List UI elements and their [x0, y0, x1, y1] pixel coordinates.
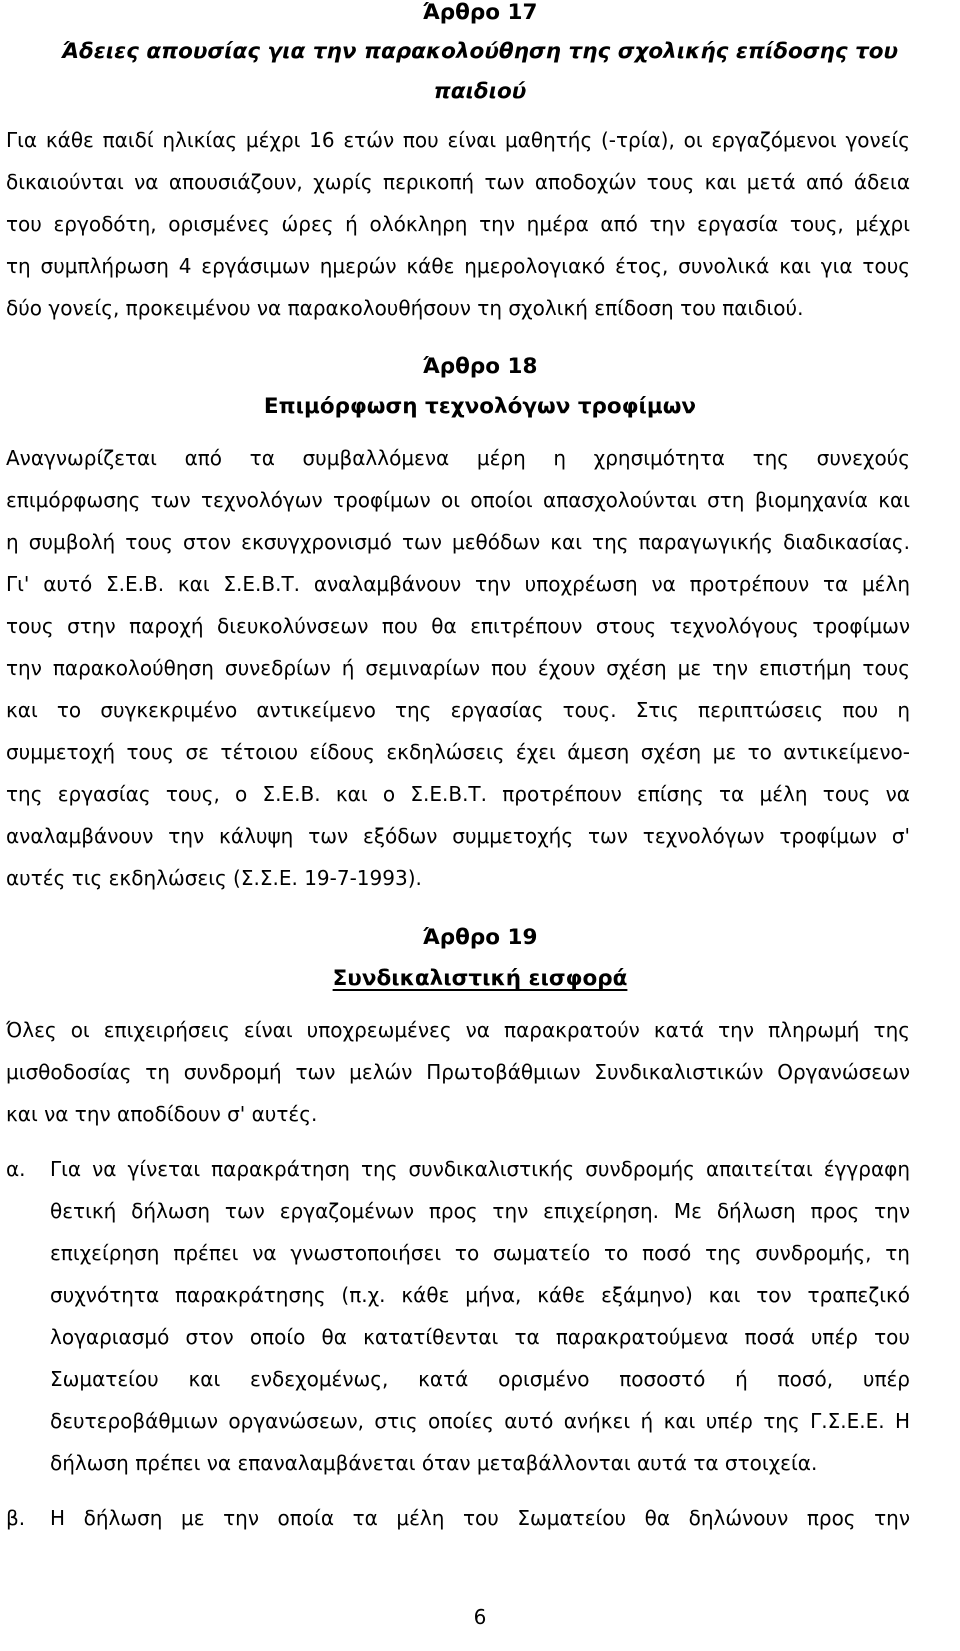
article-19-text-line: και να την αποδίδουν σ' αυτές.	[6, 1102, 318, 1126]
article-19-subtitle: Συνδικαλιστική εισφορά	[332, 966, 628, 991]
list-item-line: δήλωση πρέπει να επαναλαμβάνεται όταν μεταβάλλονται αυτά τα στοιχεία.	[50, 1451, 818, 1475]
list-item-marker: α.	[6, 1157, 26, 1181]
article-18-text-line: αυτές τις εκδηλώσεις (Σ.Σ.Ε. 19-7-1993).	[6, 866, 422, 890]
list-item-line: Σωματείου και ενδεχομένως, κατά ορισμένο ποσοστό ή ποσό, υπέρ	[50, 1367, 910, 1391]
article-17-text-line: Για κάθε παιδί ηλικίας μέχρι 16 ετών που είναι μαθητής (-τρία), οι εργαζόμενοι γονείς	[6, 128, 910, 152]
article-17-text-line: δύο γονείς, προκειμένου να παρακολουθήσουν τη σχολική επίδοση του παιδιού.	[6, 296, 804, 320]
article-18-text-line: Γι' αυτό Σ.Ε.Β. και Σ.Ε.Β.Τ. αναλαμβάνουν την υποχρέωση να προτρέπουν τα μέλη	[6, 572, 910, 596]
article-19-text-line: Όλες οι επιχειρήσεις είναι υποχρεωμένες να παρακρατούν κατά την πληρωμή της	[6, 1018, 910, 1042]
list-item-line: επιχείρηση πρέπει να γνωστοποιήσει το σωματείο το ποσό της συνδρομής, τη	[50, 1241, 910, 1265]
list-item-line: Για να γίνεται παρακράτηση της συνδικαλιστικής συνδρομής απαιτείται έγγραφη	[50, 1157, 910, 1181]
article-18-subtitle: Επιμόρφωση τεχνολόγων τροφίμων	[263, 394, 697, 419]
article-17-text-line: τη συμπλήρωση 4 εργάσιμων ημερών κάθε ημερολογιακό έτος, συνολικά και για τους	[6, 254, 910, 278]
article-18-text-line: Αναγνωρίζεται από τα συμβαλλόμενα μέρη η χρησιμότητα της συνεχούς	[6, 446, 910, 470]
article-18-text-line: τους στην παροχή διευκολύνσεων που θα επιτρέπουν στους τεχνολόγους τροφίμων	[6, 614, 910, 638]
list-item-marker: β.	[6, 1506, 26, 1530]
article-18-text-line: συμμετοχή τους σε τέτοιου είδους εκδηλώσεις έχει άμεση σχέση με το αντικείμενο-	[6, 740, 910, 764]
article-17-text-line: του εργοδότη, ορισμένες ώρες ή ολόκληρη την ημέρα από την εργασία τους, μέχρι	[6, 212, 910, 236]
article-19-text-line: μισθοδοσίας τη συνδρομή των μελών Πρωτοβάθμιων Συνδικαλιστικών Οργανώσεων	[6, 1060, 910, 1084]
list-item-line: λογαριασμό στον οποίο θα κατατίθενται τα παρακρατούμενα ποσά υπέρ του	[50, 1325, 910, 1349]
article-17-heading: Άρθρο 17	[422, 0, 538, 25]
article-18-text-line: της εργασίας τους, ο Σ.Ε.Β. και ο Σ.Ε.Β.Τ. προτρέπουν επίσης τα μέλη τους να	[6, 782, 910, 806]
article-18-text-line: και το συγκεκριμένο αντικείμενο της εργασίας τους. Στις περιπτώσεις που η	[6, 698, 910, 722]
list-item-line: συχνότητα παρακράτησης (π.χ. κάθε μήνα, κάθε εξάμηνο) και τον τραπεζικό	[50, 1283, 910, 1307]
article-17-text-line: δικαιούνται να απουσιάζουν, χωρίς περικοπή των αποδοχών τους και μετά από άδεια	[6, 170, 910, 194]
article-17-subtitle-line-2: παιδιού	[433, 79, 527, 104]
article-19-heading: Άρθρο 19	[422, 925, 538, 950]
list-item-line: δευτεροβάθμιων οργανώσεων, στις οποίες αυτό ανήκει ή και υπέρ της Γ.Σ.Ε.Ε. Η	[50, 1409, 910, 1433]
article-18-text-line: επιμόρφωσης των τεχνολόγων τροφίμων οι οποίοι απασχολούνται στη βιομηχανία και	[6, 488, 910, 512]
list-item-line: Η δήλωση με την οποία τα μέλη του Σωματείου θα δηλώνουν προς την	[50, 1506, 910, 1530]
article-18-text-line: η συμβολή τους στον εκσυγχρονισμό των μεθόδων και της παραγωγικής διαδικασίας.	[6, 530, 910, 554]
article-17-subtitle-line-1: Άδειες απουσίας για την παρακολούθηση της σχολικής επίδοσης του	[61, 39, 899, 64]
article-18-text-line: αναλαμβάνουν την κάλυψη των εξόδων συμμετοχής των τεχνολόγων τροφίμων σ'	[6, 824, 910, 848]
article-18-heading: Άρθρο 18	[422, 354, 538, 379]
article-18-text-line: την παρακολούθηση συνεδρίων ή σεμιναρίων που έχουν σχέση με την επιστήμη τους	[6, 656, 910, 680]
list-item-line: θετική δήλωση των εργαζομένων προς την επιχείρηση. Με δήλωση προς την	[50, 1199, 910, 1223]
page-number: 6	[473, 1605, 487, 1629]
